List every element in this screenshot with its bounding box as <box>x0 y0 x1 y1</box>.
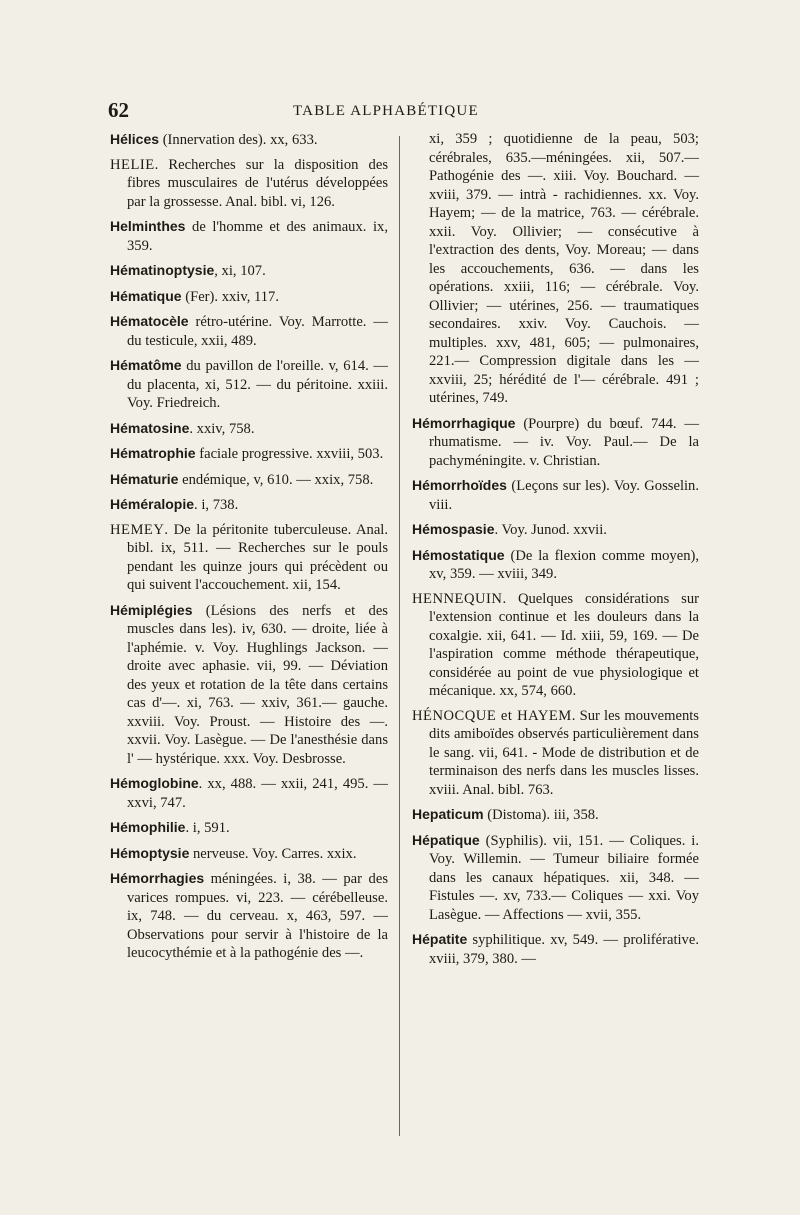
entry-headword: Hémiplégies <box>110 601 193 618</box>
entry-headword: Hémorrhoïdes <box>412 477 507 493</box>
entry-text: endémique, v, 610. — xxix, 758. <box>178 471 374 488</box>
index-entry <box>110 356 388 413</box>
entry-headword: Hélices <box>110 131 160 147</box>
entry-text: (Innervation des). xx, 633. <box>159 132 318 148</box>
index-entry <box>412 520 699 540</box>
entry-text: (Syphilis). vii, 151. — Coliques. i. Voy. Willemin. — Tumeur biliaire formée dans les canaux hépatiques. xii, 348. — Fistules —. xv, 733.— Coliques — xxi. Voy Lasègue. — Affections — xvii, 355. <box>429 832 699 923</box>
column-divider <box>399 136 400 1136</box>
index-entry <box>412 130 699 408</box>
entry-text: . i, 591. <box>185 820 230 836</box>
index-entry <box>110 869 388 963</box>
index-entry <box>110 444 388 464</box>
entry-text: . Sur les mouvements dits amiboïdes observés particulièrement dans le sang. vii, 641. - Mode de distribution et de terminaison des nerfs dans les muscles lisses. xviii. Anal. bibl. 763. <box>429 707 699 798</box>
entry-headword: Hémorrhagique <box>412 414 516 431</box>
entry-text: faciale progressive. xxviii, 503. <box>195 446 384 462</box>
page-number: 62 <box>108 98 129 122</box>
entry-text: (Fer). xxiv, 117. <box>181 288 279 305</box>
left-column <box>110 130 388 969</box>
entry-text: . Voy. Junod. xxvii. <box>494 522 607 538</box>
index-entry <box>110 601 388 769</box>
index-entry <box>412 546 699 584</box>
right-column <box>412 130 699 974</box>
entry-text: (Leçons sur les). Voy. Gosselin. viii. <box>429 478 699 513</box>
entry-headword: Hématosine <box>110 419 190 436</box>
index-entry <box>110 419 388 439</box>
index-entry <box>412 805 699 825</box>
index-entry <box>110 495 388 515</box>
entry-text: . Recherches sur la disposition des fibres musculaires de l'utérus développées par la grossesse. Anal. bibl. vi, 126. <box>127 156 388 210</box>
entry-text: syphilitique. xv, 549. — proliférative. xviii, 379, 380. — <box>429 932 699 967</box>
entry-text: , xi, 107. <box>214 263 266 279</box>
entry-text: de l'homme et des animaux. ix, 359. <box>127 219 388 254</box>
entry-headword: Hémophilie <box>110 819 186 835</box>
entry-headword: Hémorrhagies <box>110 870 205 886</box>
entry-headword: HENNEQUIN <box>412 590 503 607</box>
entry-headword: HELIE <box>110 156 155 173</box>
entry-headword: Hématocèle <box>110 313 189 329</box>
entry-text: (Pourpre) du bœuf. 744. — rhumatisme. — iv. Voy. Paul.— De la pachyméningite. v. Christian. <box>429 415 699 469</box>
running-title: TABLE ALPHABÉTIQUE <box>293 103 479 119</box>
entry-text: du pavillon de l'oreille. v, 614. — du placenta, xi, 512. — du péritoine. xxiii. Voy. Friedreich. <box>127 358 388 411</box>
entry-text: . Quelques considérations sur l'extension continue et les douleurs dans la coxalgie. xii, 641. — Id. xiii, 59, 169. — De l'aspiration comme méthode thérapeutique, considérée au point de vue physiologique et mécanique. xx, 574, 660. <box>429 590 699 699</box>
entry-headword: Hématique <box>110 287 182 304</box>
entry-text: rétro-utérine. Voy. Marrotte. — du testicule, xxii, 489. <box>127 314 388 349</box>
entry-text: . xx, 488. — xxii, 241, 495. — xxvi, 747. <box>127 776 388 811</box>
index-entry <box>110 844 388 864</box>
index-entry <box>110 156 388 212</box>
entry-headword: Héméralopie <box>110 496 195 512</box>
page-header <box>108 98 698 128</box>
entry-headword: Hepaticum <box>412 806 484 822</box>
index-entry <box>110 217 388 255</box>
entry-headword: Hémoptysie <box>110 844 190 861</box>
index-entry <box>412 590 699 701</box>
entry-headword: Hépatite <box>412 931 468 947</box>
entry-headword: HEMEY <box>110 521 165 538</box>
index-entry <box>110 130 388 150</box>
entry-text: . xxiv, 758. <box>189 420 255 437</box>
index-entry <box>110 261 388 281</box>
index-entry <box>412 930 699 968</box>
index-entry <box>110 521 388 595</box>
entry-text: (Distoma). iii, 358. <box>483 807 599 823</box>
entry-headword: Hématôme <box>110 357 182 373</box>
index-entry <box>412 831 699 925</box>
entry-headword: Hématrophie <box>110 445 196 461</box>
entry-headword: HÉNOCQUE et HAYEM <box>412 707 572 724</box>
entry-headword: Hémospasie <box>412 521 495 537</box>
entry-text: nerveuse. Voy. Carres. xxix. <box>189 845 357 862</box>
entry-headword: Hémoglobine <box>110 775 199 791</box>
entry-headword: Hématurie <box>110 470 179 487</box>
index-entry <box>110 818 388 838</box>
entry-text: . De la péritonite tuberculeuse. Anal. bibl. ix, 511. — Recherches sur le pouls pendant les quinze jours qui précèdent ou qui suivent l'accouchement. xii, 154. <box>127 521 388 593</box>
entry-text: (Lésions des nerfs et des muscles dans les). iv, 630. — droite, liée à l'aphémie. v. Voy. Hughlings Jackson. — droite avec aphasie. vii, 99. — Déviation des yeux et rotation de la tête dans certains cas d'—. xi, 763. — xxiv, 361.— gauche. xxviii. Voy. Proust. — Histoire des —. xxvii. Voy. Lasègue. — De l'anesthésie dans l' — hystérique. xxx. Voy. Desbrosse. <box>127 602 388 767</box>
entry-text: méningées. i, 38. — par des varices rompues. vi, 223. — cérébelleuse. ix, 748. — du cerveau. x, 463, 597. — Observations pour servir à l'histoire de la leucocythémie et à la pathogénie des —. <box>127 871 388 961</box>
entry-text: xi, 359 ; quotidienne de la peau, 503; cérébrales, 635.—méningées. xii, 507.— Pathogénie des —. xiii. Voy. Bouchard. — xviii, 379. — intrà - rachidiennes. xx. Voy. Hayem; — de la matrice, 763. — cérébrale. xxii. Voy. Ollivier; — consécutive à l'extraction des dents, Voy. Moreau; — dans les accouchements, 636. — dans les opérations. xxiii, 116; — cérébrale. Voy. Ollivier; — utérines, 256. — traumatiques secondaires. xxiv. Voy. Cauchois. — multiples. xxv, 481, 605; — pulmonaires, 221.— Compression digitale dans les — xxviii, 25; hérédité de l'— cérébrale. 491 ; utérines, 749. <box>429 131 699 406</box>
entry-headword: Hépatique <box>412 831 480 848</box>
index-entry <box>412 707 699 800</box>
index-entry <box>110 470 388 490</box>
index-entry <box>412 414 699 471</box>
index-entry <box>110 312 388 350</box>
index-entry <box>412 476 699 514</box>
index-entry <box>110 287 388 307</box>
entry-headword: Hémostatique <box>412 546 505 563</box>
index-entry <box>110 774 388 812</box>
entry-text: . i, 738. <box>194 497 239 513</box>
entry-headword: Hématinoptysie <box>110 262 215 278</box>
entry-headword: Helminthes <box>110 218 186 234</box>
entry-text: (De la flexion comme moyen), xv, 359. — xviii, 349. <box>429 547 699 582</box>
